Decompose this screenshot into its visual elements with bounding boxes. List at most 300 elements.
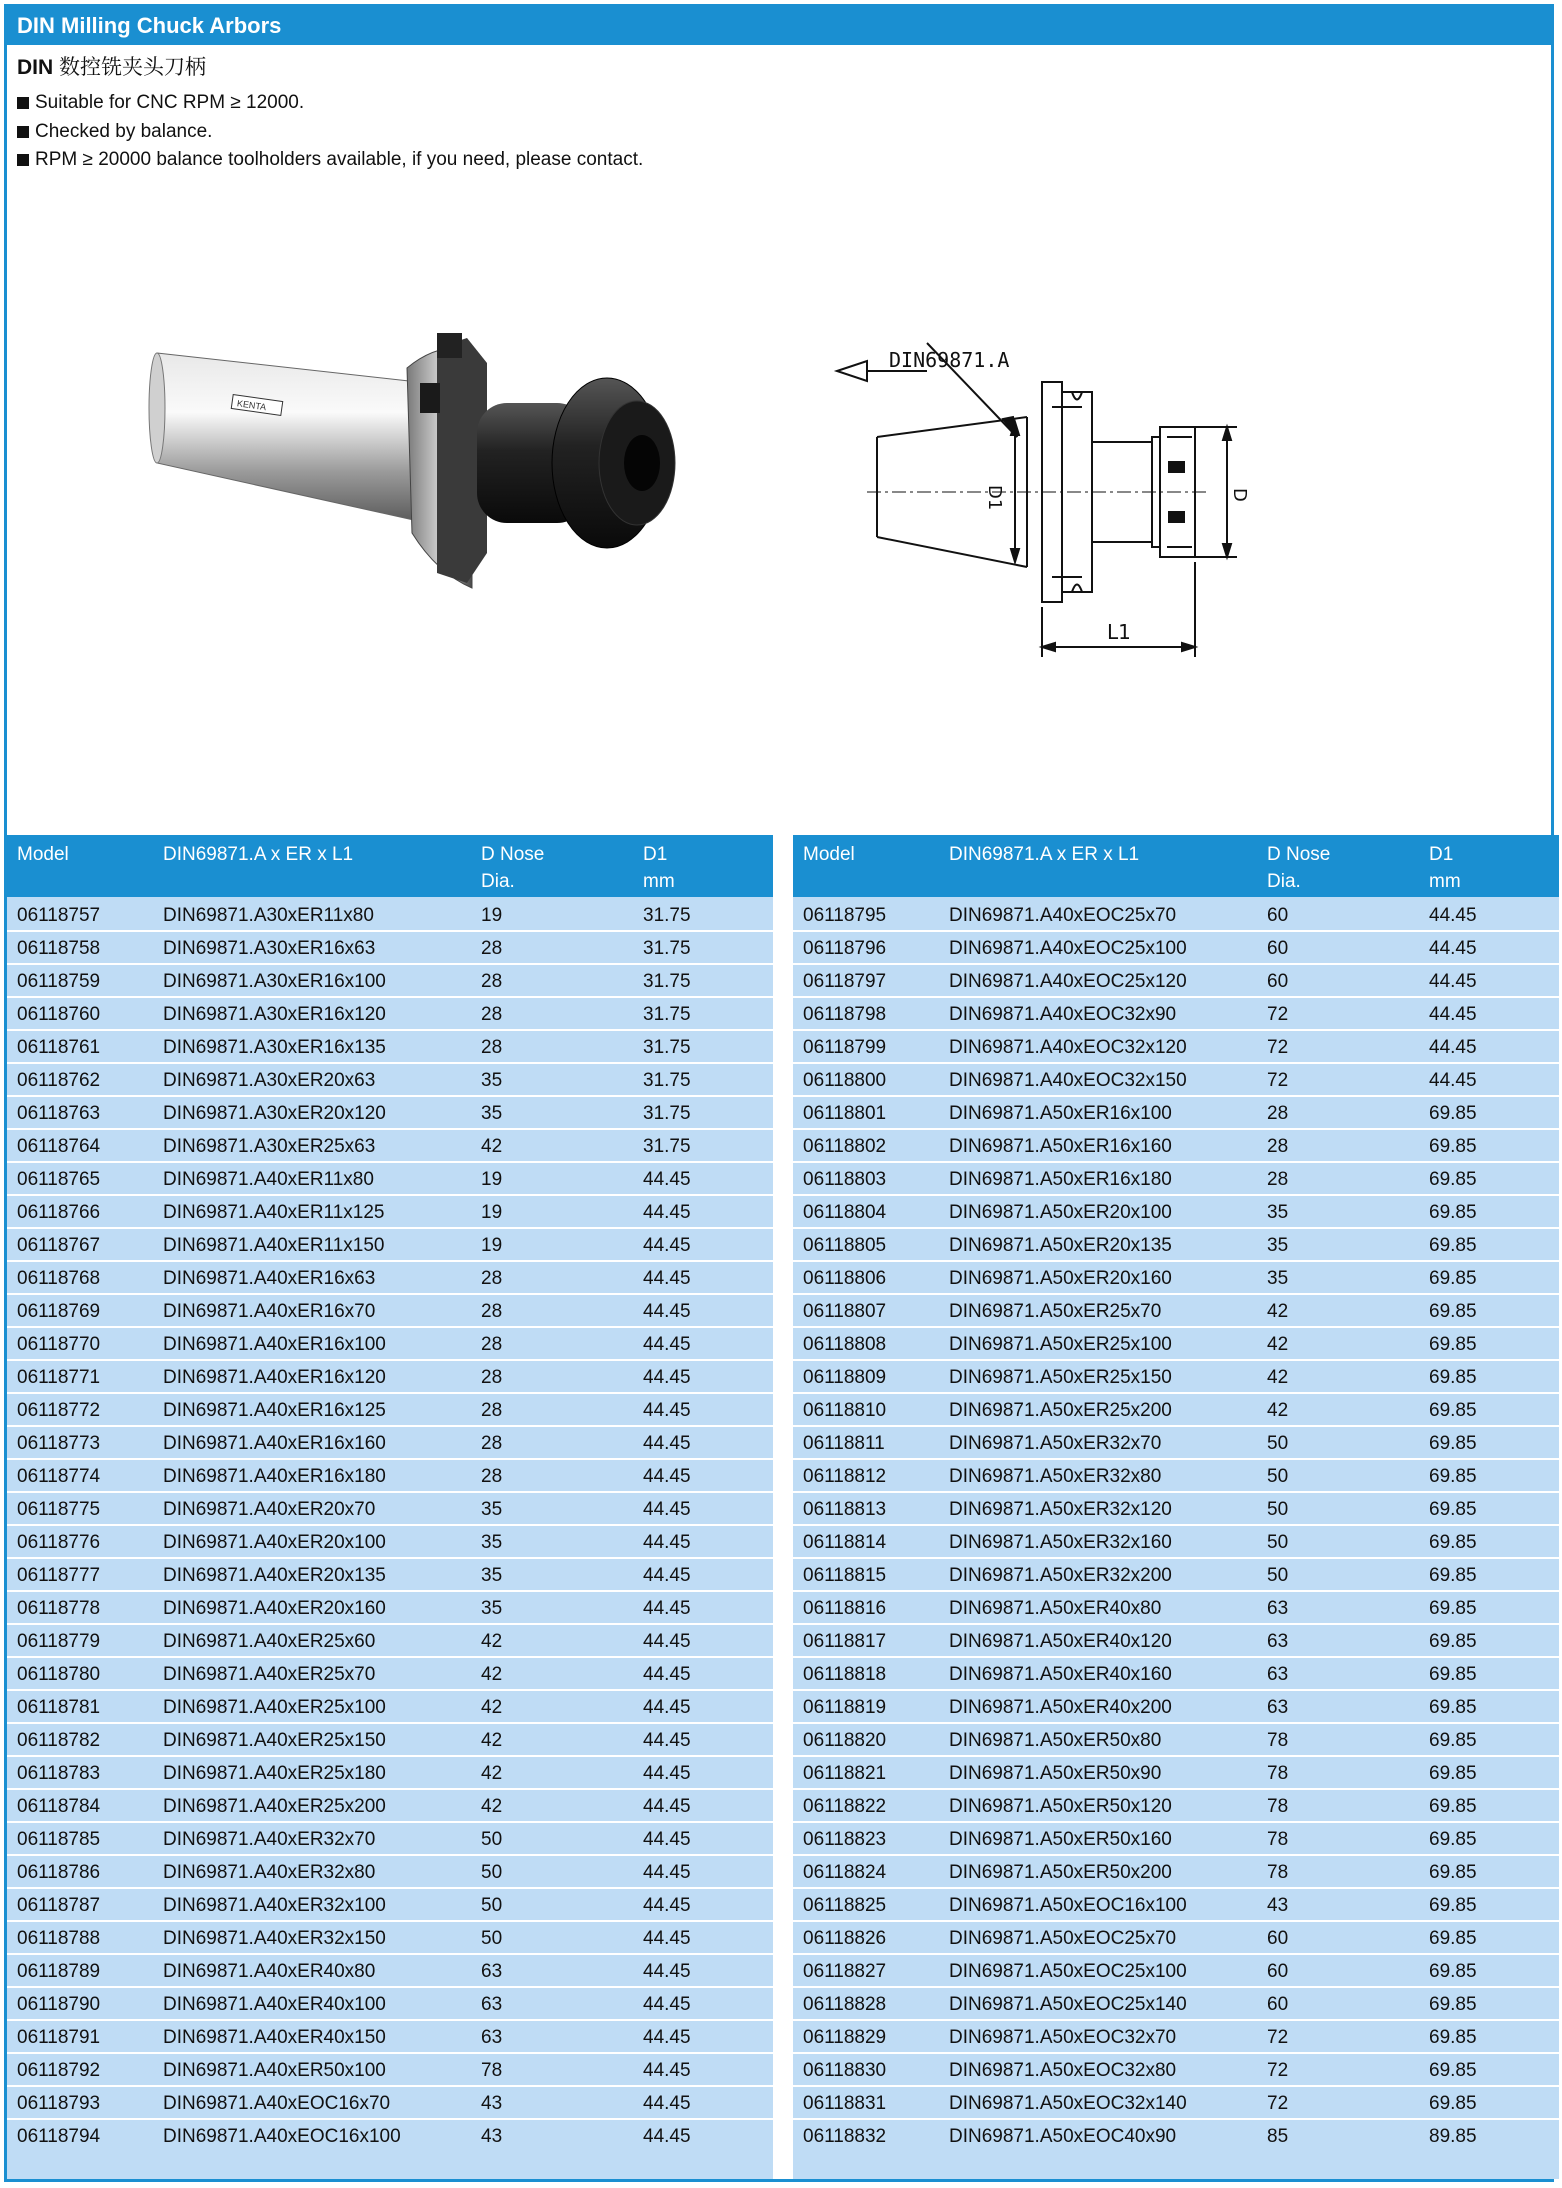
cell-spec: DIN69871.A50xER50x80	[949, 1730, 1162, 1751]
cell-spec: DIN69871.A50xER20x135	[949, 1235, 1172, 1256]
cell-d1: 44.45	[643, 1598, 691, 1619]
cell-spec: DIN69871.A50xER20x160	[949, 1268, 1172, 1289]
table-row	[7, 1095, 773, 1128]
cell-d-nose: 35	[1267, 1268, 1289, 1289]
table-row	[793, 1128, 1559, 1161]
table-row	[7, 2052, 773, 2085]
cell-d1: 44.45	[643, 1961, 691, 1982]
brand-mark-text: KENTA	[236, 398, 267, 413]
technical-drawing	[827, 327, 1427, 667]
dimension-d-label: D	[1229, 488, 1250, 502]
table-row	[7, 1854, 773, 1887]
cell-spec: DIN69871.A50xEOC25x140	[949, 1994, 1187, 2015]
cell-d1: 44.45	[643, 1763, 691, 1784]
cell-d1: 44.45	[643, 1433, 691, 1454]
cell-d-nose: 35	[481, 1103, 503, 1124]
cell-d-nose: 63	[481, 1961, 503, 1982]
cell-d-nose: 60	[1267, 1961, 1289, 1982]
table-row	[7, 1821, 773, 1854]
feature-text: RPM ≥ 20000 balance toolholders available, if you need, please contact.	[35, 149, 644, 170]
cell-d1: 69.85	[1429, 1565, 1477, 1586]
cell-model: 06118759	[17, 971, 101, 992]
cell-d1: 69.85	[1429, 1829, 1477, 1850]
column-header-model: Model	[17, 844, 69, 865]
cell-d1: 69.85	[1429, 1334, 1477, 1355]
cell-d1: 69.85	[1429, 1103, 1477, 1124]
cell-model: 06118784	[17, 1796, 101, 1817]
cell-d-nose: 28	[481, 1433, 503, 1454]
cell-spec: DIN69871.A40xER11x125	[163, 1202, 385, 1223]
cell-d1: 44.45	[643, 1334, 691, 1355]
cell-d-nose: 60	[1267, 905, 1289, 926]
dimension-l1-label: L1	[1107, 620, 1131, 644]
cell-spec: DIN69871.A40xER25x70	[163, 1664, 376, 1685]
cell-spec: DIN69871.A50xEOC25x70	[949, 1928, 1177, 1949]
cell-d-nose: 60	[1267, 1994, 1289, 2015]
cell-model: 06118769	[17, 1301, 101, 1322]
cell-d-nose: 72	[1267, 1037, 1289, 1058]
feature-item	[17, 89, 643, 118]
cell-d1: 44.45	[643, 1928, 691, 1949]
cell-model: 06118786	[17, 1862, 101, 1883]
cell-d-nose: 78	[1267, 1730, 1289, 1751]
table-row	[7, 1953, 773, 1986]
cell-model: 06118822	[803, 1796, 887, 1817]
cell-model: 06118776	[17, 1532, 101, 1553]
cell-d1: 44.45	[1429, 1037, 1477, 1058]
table-row	[793, 1887, 1559, 1920]
cell-d1: 44.45	[643, 2126, 691, 2147]
cell-model: 06118807	[803, 1301, 887, 1322]
cell-spec: DIN69871.A40xER16x120	[163, 1367, 386, 1388]
cell-d1: 69.85	[1429, 1862, 1477, 1883]
cell-model: 06118802	[803, 1136, 887, 1157]
cell-d-nose: 42	[1267, 1334, 1289, 1355]
cell-d1: 44.45	[1429, 938, 1477, 959]
catalog-page	[4, 4, 1554, 2182]
cell-spec: DIN69871.A30xER16x100	[163, 971, 386, 992]
table-row	[793, 1095, 1559, 1128]
table-row	[7, 1524, 773, 1557]
cell-spec: DIN69871.A50xER40x80	[949, 1598, 1162, 1619]
cell-d-nose: 43	[481, 2126, 503, 2147]
cell-d1: 44.45	[643, 2027, 691, 2048]
table-row	[7, 1128, 773, 1161]
cell-d1: 31.75	[643, 1037, 691, 1058]
cell-model: 06118761	[17, 1037, 101, 1058]
cell-spec: DIN69871.A30xER20x63	[163, 1070, 376, 1091]
cell-d-nose: 28	[1267, 1169, 1289, 1190]
cell-d-nose: 28	[1267, 1103, 1289, 1124]
cell-model: 06118818	[803, 1664, 887, 1685]
cell-d-nose: 35	[481, 1565, 503, 1586]
table-body	[793, 897, 1559, 2151]
cell-d1: 31.75	[643, 971, 691, 992]
cell-d1: 69.85	[1429, 1367, 1477, 1388]
cell-spec: DIN69871.A50xER32x120	[949, 1499, 1172, 1520]
cell-spec: DIN69871.A40xER50x100	[163, 2060, 386, 2081]
cell-d-nose: 43	[1267, 1895, 1289, 1916]
cell-model: 06118812	[803, 1466, 887, 1487]
cell-d1: 44.45	[643, 1466, 691, 1487]
table-row	[7, 1359, 773, 1392]
cell-d1: 69.85	[1429, 1895, 1477, 1916]
cell-model: 06118810	[803, 1400, 887, 1421]
table-row	[793, 1557, 1559, 1590]
table-row	[7, 1326, 773, 1359]
cell-spec: DIN69871.A40xEOC32x120	[949, 1037, 1187, 1058]
cell-d1: 31.75	[643, 1136, 691, 1157]
table-row	[793, 1392, 1559, 1425]
cell-model: 06118798	[803, 1004, 887, 1025]
cell-model: 06118801	[803, 1103, 887, 1124]
cell-spec: DIN69871.A40xEOC25x100	[949, 938, 1187, 959]
cell-spec: DIN69871.A40xER16x125	[163, 1400, 386, 1421]
bullet-square-icon	[17, 126, 29, 138]
column-header-spec: DIN69871.A x ER x L1	[949, 844, 1140, 865]
table-row	[793, 1029, 1559, 1062]
cell-model: 06118813	[803, 1499, 887, 1520]
cell-d-nose: 50	[481, 1862, 503, 1883]
spec-table-left	[7, 835, 773, 2179]
page-title: DIN Milling Chuck Arbors	[7, 7, 1551, 45]
column-header-spec: DIN69871.A x ER x L1	[163, 844, 354, 865]
spec-tables	[7, 835, 1551, 2179]
table-row	[793, 1788, 1559, 1821]
cell-model: 06118793	[17, 2093, 101, 2114]
cell-model: 06118804	[803, 1202, 887, 1223]
cell-model: 06118770	[17, 1334, 101, 1355]
table-row	[793, 1722, 1559, 1755]
cell-spec: DIN69871.A30xER11x80	[163, 905, 374, 926]
cell-d-nose: 28	[481, 1334, 503, 1355]
table-row	[7, 1986, 773, 2019]
table-row	[793, 2052, 1559, 2085]
cell-d-nose: 19	[481, 905, 503, 926]
dimension-d1-label: D1	[984, 485, 1005, 511]
column-header-d1: D1 mm	[1429, 844, 1461, 892]
cell-spec: DIN69871.A40xER25x150	[163, 1730, 386, 1751]
subtitle	[17, 51, 206, 81]
table-header	[7, 835, 773, 897]
cell-spec: DIN69871.A40xEOC32x90	[949, 1004, 1177, 1025]
cell-spec: DIN69871.A50xER25x100	[949, 1334, 1172, 1355]
bullet-square-icon	[17, 97, 29, 109]
table-row	[793, 996, 1559, 1029]
column-header-model: Model	[803, 844, 855, 865]
cell-spec: DIN69871.A40xER32x150	[163, 1928, 386, 1949]
cell-d-nose: 78	[1267, 1796, 1289, 1817]
cell-model: 06118830	[803, 2060, 887, 2081]
table-row	[793, 2019, 1559, 2052]
cell-model: 06118797	[803, 971, 887, 992]
table-row	[7, 1392, 773, 1425]
cell-d1: 44.45	[643, 1532, 691, 1553]
cell-d-nose: 78	[1267, 1862, 1289, 1883]
table-row	[7, 930, 773, 963]
table-row	[793, 930, 1559, 963]
cell-d1: 69.85	[1429, 1697, 1477, 1718]
table-row	[7, 963, 773, 996]
table-row	[793, 1986, 1559, 2019]
table-row	[7, 1788, 773, 1821]
cell-d-nose: 60	[1267, 971, 1289, 992]
cell-d-nose: 50	[1267, 1466, 1289, 1487]
cell-spec: DIN69871.A40xEOC16x70	[163, 2093, 391, 2114]
cell-model: 06118820	[803, 1730, 887, 1751]
cell-spec: DIN69871.A40xER20x135	[163, 1565, 386, 1586]
cell-d1: 44.45	[1429, 1004, 1477, 1025]
cell-d-nose: 42	[481, 1136, 503, 1157]
cell-d-nose: 50	[1267, 1565, 1289, 1586]
arbor-cone	[149, 353, 427, 523]
table-row	[7, 996, 773, 1029]
table-row	[7, 1557, 773, 1590]
cell-d-nose: 42	[481, 1730, 503, 1751]
cell-d1: 44.45	[643, 1829, 691, 1850]
cell-d1: 44.45	[643, 1565, 691, 1586]
cell-model: 06118794	[17, 2126, 101, 2147]
table-row	[793, 1062, 1559, 1095]
cell-d1: 69.85	[1429, 1961, 1477, 1982]
table-row	[793, 1194, 1559, 1227]
table-header	[793, 835, 1559, 897]
table-row	[7, 1260, 773, 1293]
cell-spec: DIN69871.A50xEOC25x100	[949, 1961, 1187, 1982]
cell-model: 06118821	[803, 1763, 887, 1784]
table-row	[793, 1326, 1559, 1359]
cell-spec: DIN69871.A50xER40x200	[949, 1697, 1172, 1718]
bullet-square-icon	[17, 154, 29, 166]
cell-d1: 44.45	[643, 2093, 691, 2114]
cell-spec: DIN69871.A50xER16x160	[949, 1136, 1172, 1157]
cell-model: 06118817	[803, 1631, 887, 1652]
cell-spec: DIN69871.A50xER25x70	[949, 1301, 1162, 1322]
table-row	[793, 1590, 1559, 1623]
cell-model: 06118792	[17, 2060, 101, 2081]
cell-spec: DIN69871.A40xER25x100	[163, 1697, 386, 1718]
table-row	[7, 1491, 773, 1524]
cell-model: 06118800	[803, 1070, 887, 1091]
cell-model: 06118785	[17, 1829, 101, 1850]
cell-spec: DIN69871.A40xER32x70	[163, 1829, 376, 1850]
table-row	[7, 899, 773, 930]
product-photo	[137, 323, 757, 633]
cell-d-nose: 28	[481, 1037, 503, 1058]
cell-d-nose: 28	[481, 1466, 503, 1487]
cell-d1: 69.85	[1429, 1268, 1477, 1289]
cell-spec: DIN69871.A30xER20x120	[163, 1103, 386, 1124]
cell-d-nose: 35	[1267, 1235, 1289, 1256]
cell-d1: 89.85	[1429, 2126, 1477, 2147]
cell-d-nose: 28	[481, 1268, 503, 1289]
cell-d1: 44.45	[643, 1301, 691, 1322]
cell-spec: DIN69871.A40xER25x60	[163, 1631, 376, 1652]
feature-item	[17, 118, 643, 147]
table-row	[7, 1689, 773, 1722]
column-header-d1: D1 mm	[643, 844, 675, 892]
cell-d1: 44.45	[643, 1268, 691, 1289]
cell-d-nose: 35	[1267, 1202, 1289, 1223]
cell-d1: 44.45	[643, 2060, 691, 2081]
cell-d1: 69.85	[1429, 1499, 1477, 1520]
cell-d1: 44.45	[1429, 971, 1477, 992]
table-row	[793, 1953, 1559, 1986]
cell-d1: 31.75	[643, 905, 691, 926]
cell-d1: 44.45	[643, 1235, 691, 1256]
cell-spec: DIN69871.A40xER25x180	[163, 1763, 386, 1784]
cell-model: 06118775	[17, 1499, 101, 1520]
cell-spec: DIN69871.A50xEOC40x90	[949, 2126, 1177, 2147]
cell-model: 06118781	[17, 1697, 101, 1718]
cell-d-nose: 63	[1267, 1631, 1289, 1652]
cell-model: 06118779	[17, 1631, 101, 1652]
cell-d1: 44.45	[643, 1202, 691, 1223]
cell-spec: DIN69871.A50xER50x200	[949, 1862, 1172, 1883]
cell-spec: DIN69871.A50xEOC32x70	[949, 2027, 1177, 2048]
table-row	[793, 1293, 1559, 1326]
table-row	[793, 1359, 1559, 1392]
table-row	[793, 1458, 1559, 1491]
cell-d-nose: 42	[481, 1697, 503, 1718]
cell-d-nose: 63	[1267, 1598, 1289, 1619]
cell-model: 06118766	[17, 1202, 101, 1223]
cell-spec: DIN69871.A30xER25x63	[163, 1136, 376, 1157]
cell-d-nose: 72	[1267, 1070, 1289, 1091]
cell-d1: 44.45	[643, 1367, 691, 1388]
cell-d-nose: 50	[1267, 1433, 1289, 1454]
cell-d1: 31.75	[643, 1004, 691, 1025]
cell-d-nose: 42	[481, 1763, 503, 1784]
cell-d1: 44.45	[643, 1730, 691, 1751]
cell-model: 06118799	[803, 1037, 887, 1058]
cell-model: 06118815	[803, 1565, 887, 1586]
cell-spec: DIN69871.A50xEOC16x100	[949, 1895, 1187, 1916]
cell-model: 06118803	[803, 1169, 887, 1190]
cell-model: 06118816	[803, 1598, 887, 1619]
cell-d-nose: 19	[481, 1169, 503, 1190]
cell-d-nose: 50	[1267, 1499, 1289, 1520]
cell-spec: DIN69871.A40xER11x80	[163, 1169, 374, 1190]
table-row	[7, 1656, 773, 1689]
cell-spec: DIN69871.A40xER11x150	[163, 1235, 385, 1256]
table-row	[7, 1293, 773, 1326]
cell-d1: 69.85	[1429, 1664, 1477, 1685]
cell-model: 06118772	[17, 1400, 101, 1421]
cell-d-nose: 28	[1267, 1136, 1289, 1157]
cell-d1: 69.85	[1429, 1763, 1477, 1784]
cell-d1: 69.85	[1429, 2060, 1477, 2081]
cell-spec: DIN69871.A40xER16x63	[163, 1268, 376, 1289]
cell-spec: DIN69871.A30xER16x120	[163, 1004, 386, 1025]
cell-d-nose: 35	[481, 1070, 503, 1091]
cell-model: 06118808	[803, 1334, 887, 1355]
cell-d-nose: 42	[481, 1631, 503, 1652]
cell-spec: DIN69871.A50xER25x150	[949, 1367, 1172, 1388]
collet-nut	[552, 378, 675, 548]
table-row	[7, 1194, 773, 1227]
cell-d1: 69.85	[1429, 1631, 1477, 1652]
cell-d1: 69.85	[1429, 1202, 1477, 1223]
cell-d-nose: 60	[1267, 1928, 1289, 1949]
cell-model: 06118787	[17, 1895, 101, 1916]
cell-d-nose: 50	[481, 1829, 503, 1850]
cell-spec: DIN69871.A40xER20x100	[163, 1532, 386, 1553]
table-row	[7, 1425, 773, 1458]
table-row	[793, 1689, 1559, 1722]
cell-d1: 69.85	[1429, 1994, 1477, 2015]
cell-model: 06118780	[17, 1664, 101, 1685]
table-row	[7, 2118, 773, 2151]
cell-d-nose: 35	[481, 1499, 503, 1520]
cell-spec: DIN69871.A50xER50x160	[949, 1829, 1172, 1850]
cell-d1: 69.85	[1429, 1532, 1477, 1553]
feature-text: Checked by balance.	[35, 120, 213, 142]
cell-model: 06118796	[803, 938, 887, 959]
cell-spec: DIN69871.A50xER32x70	[949, 1433, 1162, 1454]
table-row	[793, 2085, 1559, 2118]
cell-d-nose: 28	[481, 971, 503, 992]
table-row	[7, 1161, 773, 1194]
cell-model: 06118783	[17, 1763, 101, 1784]
cell-d1: 44.45	[643, 1796, 691, 1817]
cell-d-nose: 42	[1267, 1400, 1289, 1421]
cell-model: 06118832	[803, 2126, 887, 2147]
subtitle-bold: DIN	[17, 56, 54, 79]
table-row	[793, 1755, 1559, 1788]
cell-d-nose: 63	[1267, 1664, 1289, 1685]
cell-d1: 44.45	[643, 1499, 691, 1520]
cell-model: 06118814	[803, 1532, 887, 1553]
cell-d-nose: 72	[1267, 2060, 1289, 2081]
cell-d1: 44.45	[1429, 905, 1477, 926]
cell-d-nose: 42	[481, 1796, 503, 1817]
cell-d-nose: 72	[1267, 2027, 1289, 2048]
table-row	[793, 1491, 1559, 1524]
cell-spec: DIN69871.A40xER16x160	[163, 1433, 386, 1454]
cell-d-nose: 78	[481, 2060, 503, 2081]
cell-d1: 69.85	[1429, 1235, 1477, 1256]
table-row	[793, 2118, 1559, 2151]
cell-model: 06118768	[17, 1268, 101, 1289]
cell-d1: 44.45	[643, 1664, 691, 1685]
cell-model: 06118826	[803, 1928, 887, 1949]
table-row	[7, 1062, 773, 1095]
cell-d1: 69.85	[1429, 2093, 1477, 2114]
table-row	[793, 1524, 1559, 1557]
cell-d1: 69.85	[1429, 1598, 1477, 1619]
cell-spec: DIN69871.A40xER16x70	[163, 1301, 376, 1322]
table-row	[793, 1920, 1559, 1953]
cell-model: 06118757	[17, 905, 101, 926]
cell-model: 06118790	[17, 1994, 101, 2015]
cell-spec: DIN69871.A40xEOC25x120	[949, 971, 1187, 992]
cell-d-nose: 43	[481, 2093, 503, 2114]
table-row	[7, 1029, 773, 1062]
cell-spec: DIN69871.A40xEOC25x70	[949, 905, 1177, 926]
cell-d1: 69.85	[1429, 1400, 1477, 1421]
table-row	[7, 1920, 773, 1953]
cell-d-nose: 50	[1267, 1532, 1289, 1553]
cell-model: 06118778	[17, 1598, 101, 1619]
cell-spec: DIN69871.A40xER32x100	[163, 1895, 386, 1916]
cell-model: 06118823	[803, 1829, 887, 1850]
column-header-d-nose: D Nose Dia.	[1267, 844, 1331, 892]
column-header-d-nose: D Nose Dia.	[481, 844, 545, 892]
cell-d-nose: 50	[481, 1895, 503, 1916]
cell-spec: DIN69871.A50xER40x120	[949, 1631, 1172, 1652]
cell-model: 06118824	[803, 1862, 887, 1883]
